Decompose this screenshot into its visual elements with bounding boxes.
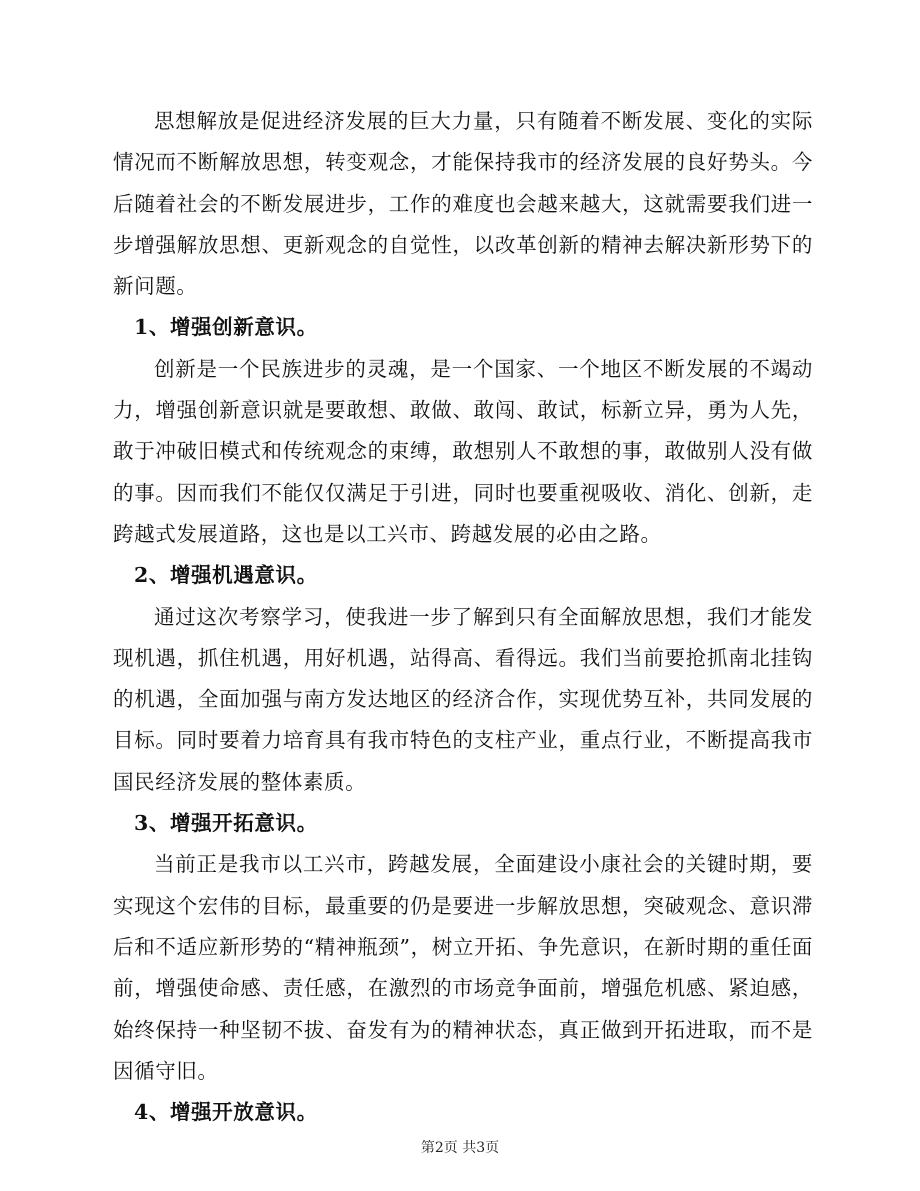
section-heading-innovation: 1、增强创新意识。 (134, 315, 318, 340)
section-heading-pioneering: 3、增强开拓意识。 (134, 811, 318, 836)
page-number-footer: 第2页 共3页 (420, 1140, 500, 1156)
body-paragraph: 通过这次考察学习，使我进一步了解到只有全面解放思想，我们才能发现机遇，抓住机遇，用好机遇，站得高、看得远。我们当前要抢抓南北挂钩的机遇，全面加强与南方发达地区的经济合作，实现优势互补，共同发展的目标。同时要着力培育具有我市特色的支柱产业，重点行业，不断提高我市国民经济发展的整体素质。 (113, 604, 813, 794)
section-heading-opportunity: 2、增强机遇意识。 (134, 563, 318, 588)
section-heading-openness: 4、增强开放意识。 (134, 1100, 318, 1125)
body-paragraph: 当前正是我市以工兴市，跨越发展，全面建设小康社会的关键时期，要实现这个宏伟的目标，最重要的仍是要进一步解放思想，突破观念、意识滞后和不适应新形势的“精神瓶颈”，树立开拓、争先意识，在新时期的重任面前，增强使命感、责任感，在激烈的市场竞争面前，增强危机感、紧迫感，始终保持一种坚韧不拔、奋发有为的精神状态，真正做到开拓进取，而不是因循守旧。 (113, 852, 813, 1083)
body-paragraph: 创新是一个民族进步的灵魂，是一个国家、一个地区不断发展的不竭动力，增强创新意识就是要敢想、敢做、敢闯、敢试，标新立异，勇为人先，敢于冲破旧模式和传统观念的束缚，敢想别人不敢想的事，敢做别人没有做的事。因而我们不能仅仅满足于引进，同时也要重视吸收、消化、创新，走跨越式发展道路，这也是以工兴市、跨越发展的必由之路。 (113, 356, 813, 546)
body-paragraph: 思想解放是促进经济发展的巨大力量，只有随着不断发展、变化的实际情况而不断解放思想，转变观念，才能保持我市的经济发展的良好势头。今后随着社会的不断发展进步，工作的难度也会越来越大，这就需要我们进一步增强解放思想、更新观念的自觉性，以改革创新的精神去解决新形势下的新问题。 (113, 109, 813, 299)
document-body (113, 101, 813, 1133)
